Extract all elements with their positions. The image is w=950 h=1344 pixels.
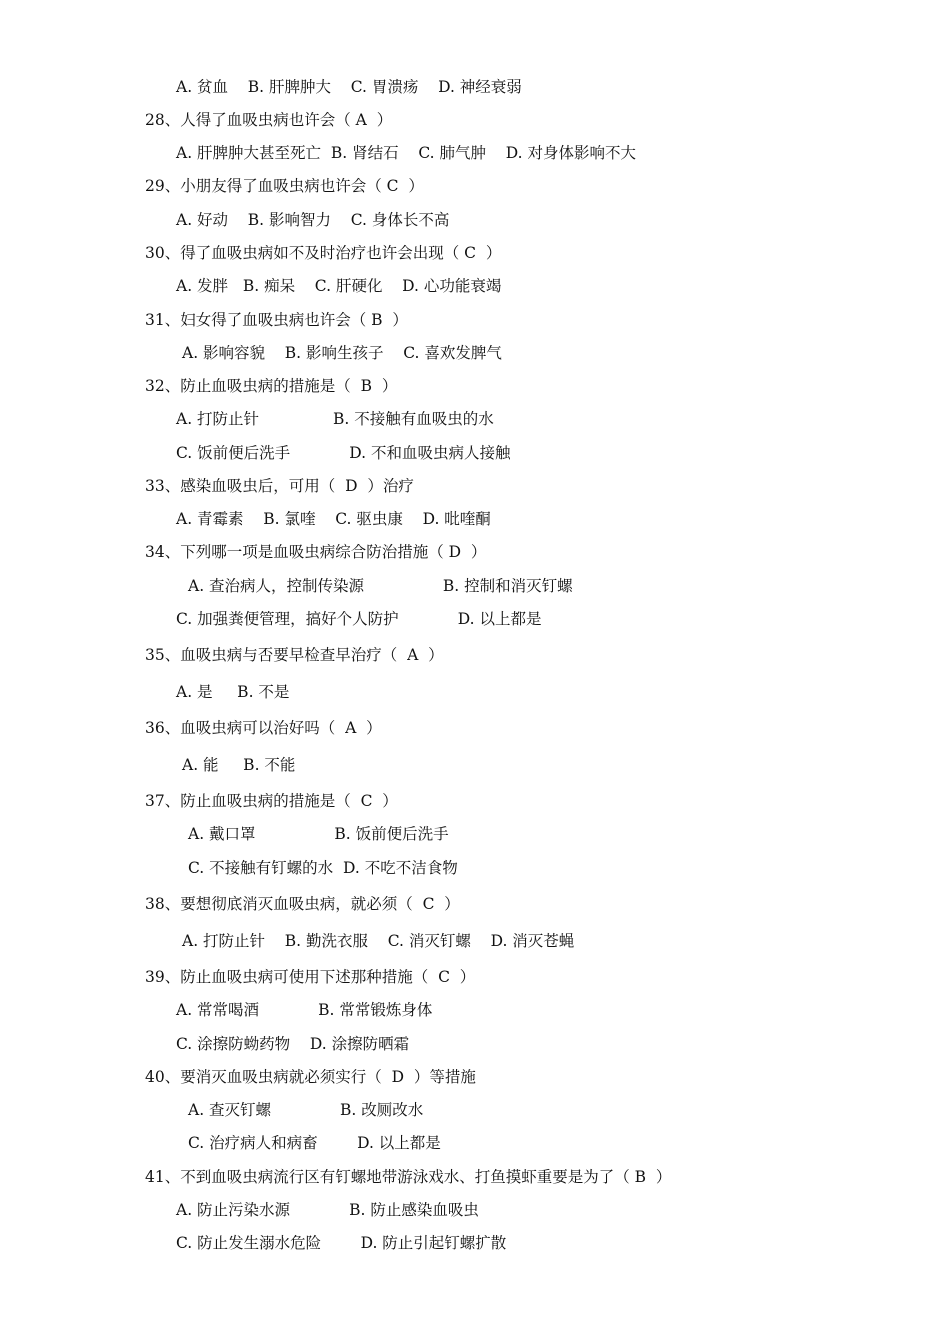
question-29: 29、小朋友得了血吸虫病也许会（ C ） [145, 177, 424, 195]
question-30: 30、得了血吸虫病如不及时治疗也许会出现（ C ） [145, 244, 502, 262]
options-31: A. 影响容貌 B. 影响生孩子 C. 喜欢发脾气 [182, 344, 502, 362]
options-40-row-2: C. 治疗病人和病畜 D. 以上都是 [188, 1134, 441, 1152]
options-33: A. 青霉素 B. 氯喹 C. 驱虫康 D. 吡喹酮 [176, 510, 491, 528]
options-30: A. 发胖 B. 痴呆 C. 肝硬化 D. 心功能衰竭 [176, 277, 502, 295]
options-41-row-2: C. 防止发生溺水危险 D. 防止引起钉螺扩散 [176, 1234, 507, 1252]
options-37-row-2: C. 不接触有钉螺的水 D. 不吃不洁食物 [188, 859, 458, 877]
options-28: A. 肝脾肿大甚至死亡 B. 肾结石 C. 肺气肿 D. 对身体影响不大 [176, 144, 636, 162]
options-36: A. 能 B. 不能 [182, 756, 296, 774]
question-35: 35、血吸虫病与否要早检查早治疗（ A ） [145, 646, 444, 664]
options-41-row-1: A. 防止污染水源 B. 防止感染血吸虫 [176, 1201, 479, 1219]
question-34: 34、下列哪一项是血吸虫病综合防治措施（ D ） [145, 543, 487, 561]
options-38: A. 打防止针 B. 勤洗衣服 C. 消灭钉螺 D. 消灭苍蝇 [182, 932, 575, 950]
question-36: 36、血吸虫病可以治好吗（ A ） [145, 719, 382, 737]
options-40-row-1: A. 查灭钉螺 B. 改厕改水 [188, 1101, 424, 1119]
options-39-row-2: C. 涂擦防蚴药物 D. 涂擦防晒霜 [176, 1035, 410, 1053]
question-28: 28、人得了血吸虫病也许会（ A ） [145, 111, 393, 129]
options-35: A. 是 B. 不是 [176, 683, 290, 701]
options-29: A. 好动 B. 影响智力 C. 身体长不高 [176, 211, 450, 229]
question-40: 40、要消灭血吸虫病就必须实行（ D ）等措施 [145, 1068, 476, 1086]
question-32: 32、防止血吸虫病的措施是（ B ） [145, 377, 398, 395]
options-27: A. 贫血 B. 肝脾肿大 C. 胃溃疡 D. 神经衰弱 [176, 78, 522, 96]
options-37-row-1: A. 戴口罩 B. 饭前便后洗手 [188, 825, 449, 843]
options-34-row-2: C. 加强粪便管理，搞好个人防护 D. 以上都是 [176, 610, 542, 628]
options-32-row-2: C. 饭前便后洗手 D. 不和血吸虫病人接触 [176, 444, 511, 462]
question-31: 31、妇女得了血吸虫病也许会（ B ） [145, 311, 408, 329]
question-37: 37、防止血吸虫病的措施是（ C ） [145, 792, 398, 810]
options-39-row-1: A. 常常喝酒 B. 常常锻炼身体 [176, 1001, 433, 1019]
question-33: 33、感染血吸虫后，可用（ D ）治疗 [145, 477, 414, 495]
options-32-row-1: A. 打防止针 B. 不接触有血吸虫的水 [176, 410, 494, 428]
question-41: 41、不到血吸虫病流行区有钉螺地带游泳戏水、打鱼摸虾重要是为了（ B ） [145, 1168, 672, 1186]
options-34-row-1: A. 查治病人，控制传染源 B. 控制和消灭钉螺 [188, 577, 573, 595]
question-39: 39、防止血吸虫病可使用下述那种措施（ C ） [145, 968, 476, 986]
question-38: 38、要想彻底消灭血吸虫病，就必须（ C ） [145, 895, 460, 913]
